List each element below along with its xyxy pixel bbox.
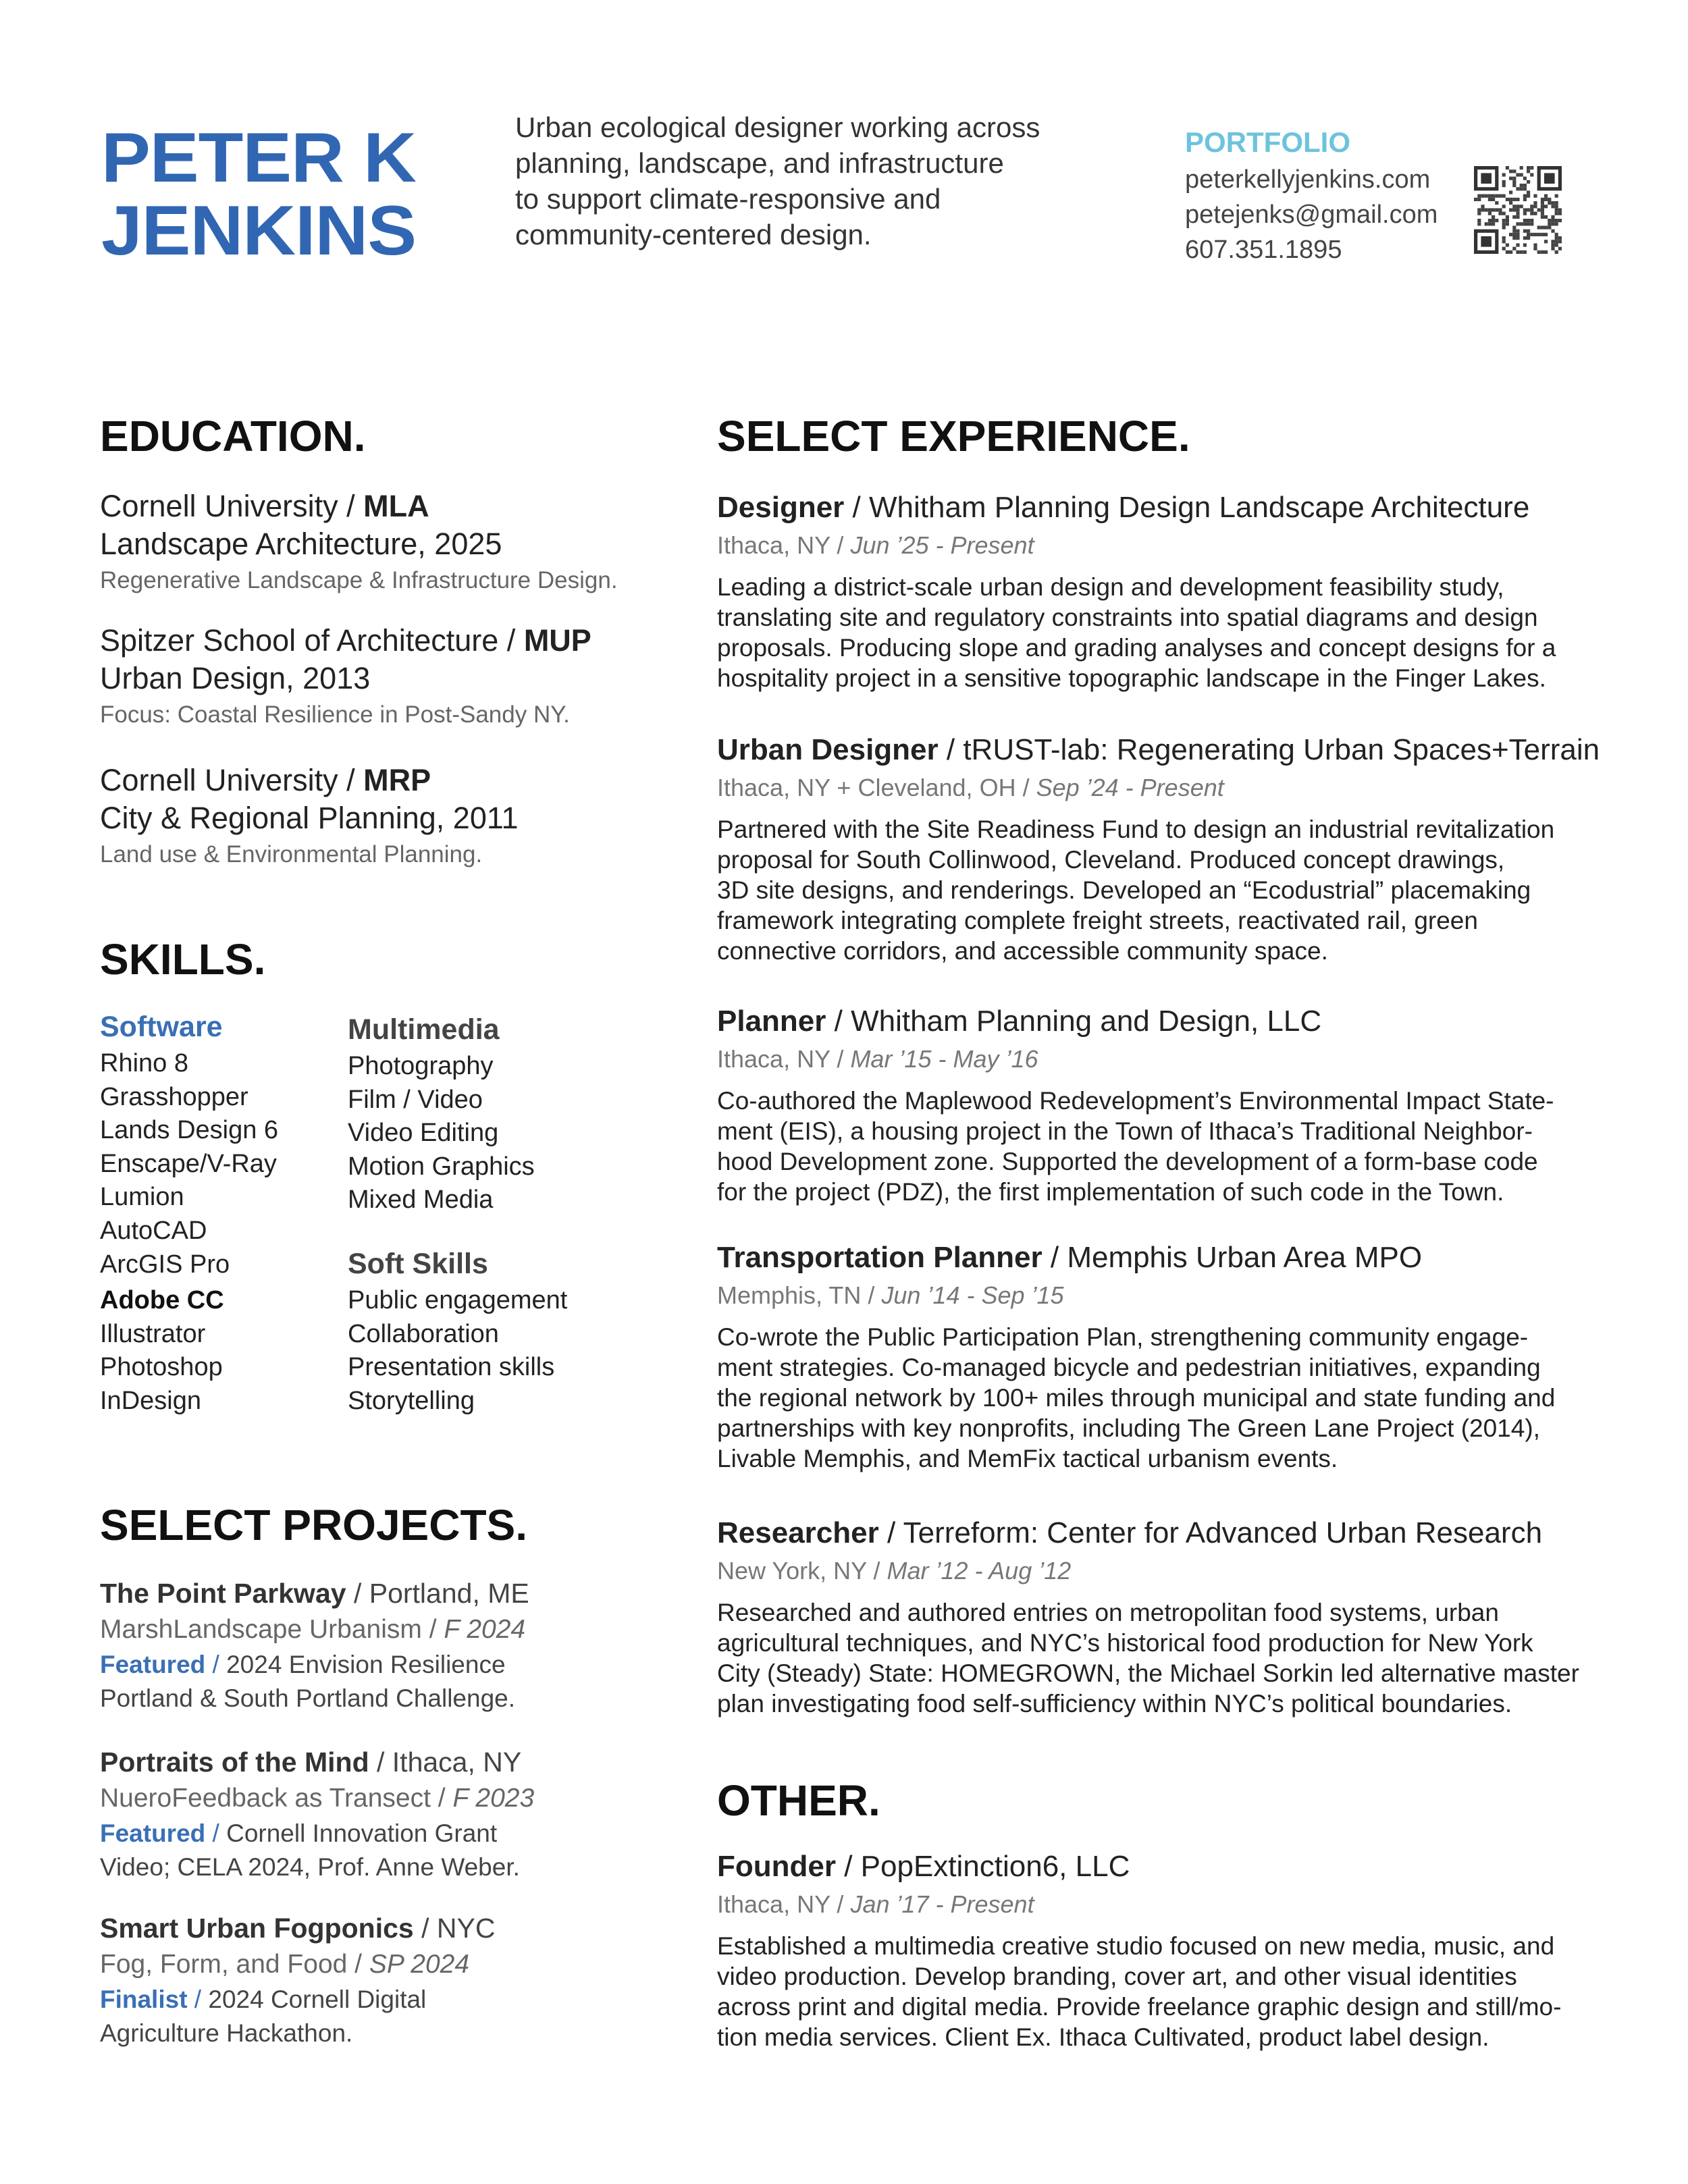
project-name: The Point Parkway (100, 1578, 346, 1609)
skill-item: InDesign (100, 1386, 201, 1415)
job-title (717, 1848, 1662, 1886)
job-dates: Jun ’14 - Sep ’15 (881, 1281, 1064, 1309)
degree: MLA (363, 489, 429, 523)
school-name: Cornell University / (100, 489, 364, 523)
tagline-line: community-centered design. (515, 219, 872, 250)
projects-heading: SELECT PROJECTS. (100, 1501, 527, 1549)
school-name: Spitzer School of Architecture / (100, 623, 524, 658)
job-title (717, 1239, 1662, 1277)
qr-code-icon[interactable] (1474, 166, 1562, 254)
education-item (100, 487, 618, 598)
project-title (100, 1575, 654, 1612)
skill-item: Film / Video (348, 1085, 483, 1114)
education-school (100, 622, 591, 660)
description-line: Leading a district-scale urban design and development feasibility study, (717, 573, 1504, 601)
award-label: Featured (100, 1819, 206, 1847)
skill-item: ArcGIS Pro (100, 1250, 230, 1279)
description-line: ment (EIS), a housing project in the Town of Ithaca’s Traditional Neighbor- (717, 1117, 1533, 1145)
skill-item: AutoCAD (100, 1216, 207, 1245)
description-line: for the project (PDZ), the first implementation of such code in the Town. (717, 1178, 1504, 1206)
award-label: Featured (100, 1651, 206, 1678)
education-note: Land use & Environmental Planning. (100, 841, 483, 868)
description-line: City (Steady) State: HOMEGROWN, the Michael Sorkin led alternative master (717, 1659, 1579, 1687)
skill-item: Collaboration (348, 1319, 499, 1348)
description-line: 3D site designs, and renderings. Developed an “Ecodustrial” placemaking (717, 876, 1531, 904)
description-line: translating site and regulatory constraints into spatial diagrams and design (717, 604, 1538, 631)
job-location: Ithaca, NY + Cleveland, OH / (717, 774, 1036, 801)
description-line: proposals. Producing slope and grading analyses and concept designs for a (717, 634, 1556, 662)
description-line: hood Development zone. Supported the development of a form-base code (717, 1148, 1538, 1175)
project-theme: NueroFeedback as Transect / (100, 1784, 453, 1813)
job-meta (717, 1552, 1662, 1590)
project-name: Smart Urban Fogponics (100, 1913, 414, 1944)
project-item (100, 1744, 654, 1884)
education-field: City & Regional Planning, 2011 (100, 801, 519, 835)
description-line: the regional network by 100+ miles through municipal and state funding and (717, 1384, 1556, 1412)
tagline-line: Urban ecological designer working across (515, 111, 1040, 143)
award-label: Finalist (100, 1986, 188, 2013)
adobe-title: Adobe CC (100, 1286, 224, 1315)
school-name: Cornell University / (100, 763, 364, 797)
description-line: connective corridors, and accessible community space. (717, 937, 1328, 965)
job-meta (717, 1277, 1662, 1314)
description-line: plan investigating food self-sufficiency within NYC’s political boundaries. (717, 1690, 1512, 1717)
project-place: / Ithaca, NY (369, 1747, 522, 1778)
degree: MUP (523, 623, 591, 658)
description-line: Partnered with the Site Readiness Fund to design an industrial revitalization (717, 816, 1555, 843)
skill-item: Photography (348, 1052, 494, 1080)
tagline-line: to support climate-responsive and (515, 183, 941, 215)
experience-item (717, 1003, 1662, 1207)
description-line: hospitality project in a sensitive topographic landscape in the Finger Lakes. (717, 664, 1546, 692)
project-subtitle (100, 1612, 654, 1648)
contact-info (1185, 123, 1438, 267)
education-item (100, 762, 519, 872)
job-description (717, 1597, 1662, 1719)
job-meta (717, 527, 1662, 564)
project-subtitle (100, 1946, 654, 1983)
description-line: Livable Memphis, and MemFix tactical urbanism events. (717, 1445, 1338, 1472)
description-line: ment strategies. Co-managed bicycle and pedestrian initiatives, expanding (717, 1354, 1541, 1381)
skill-item: Presentation skills (348, 1353, 555, 1382)
job-location: Ithaca, NY / (717, 531, 851, 559)
multimedia-list (348, 1050, 535, 1217)
project-name: Portraits of the Mind (100, 1747, 369, 1778)
project-award (100, 1817, 654, 1850)
website-link[interactable]: peterkellyjenkins.com (1185, 165, 1431, 194)
job-org: / tRUST-lab: Regenerating Urban Spaces+Terrain (938, 733, 1600, 766)
other-heading: OTHER. (717, 1776, 880, 1825)
award-slash: / (187, 1986, 202, 2013)
skill-item: Enscape/V-Ray (100, 1149, 277, 1178)
project-place: / Portland, ME (346, 1578, 529, 1609)
job-org: / Memphis Urban Area MPO (1042, 1241, 1423, 1274)
project-theme: Fog, Form, and Food / (100, 1950, 369, 1979)
job-dates: Sep ’24 - Present (1036, 774, 1224, 801)
job-description (717, 814, 1662, 966)
portfolio-label: PORTFOLIO (1185, 126, 1350, 158)
education-item (100, 622, 591, 733)
project-title (100, 1744, 654, 1780)
skill-item: Motion Graphics (348, 1152, 535, 1181)
project-term: SP 2024 (369, 1950, 470, 1979)
project-item (100, 1910, 654, 2050)
award-text: 2024 Cornell Digital (201, 1986, 427, 2013)
job-dates: Mar ’15 - May ’16 (850, 1045, 1038, 1073)
skill-item: Public engagement (348, 1286, 568, 1314)
job-title (717, 731, 1662, 769)
job-description (717, 1931, 1662, 2052)
skill-item: Photoshop (100, 1353, 223, 1382)
job-role: Planner (717, 1005, 826, 1038)
education-field: Urban Design, 2013 (100, 661, 371, 695)
job-description (717, 1086, 1662, 1207)
skill-item: Lands Design 6 (100, 1116, 279, 1145)
job-title (717, 1514, 1662, 1552)
soft-skills-list (348, 1284, 567, 1418)
education-school (100, 487, 618, 525)
education-note: Focus: Coastal Resilience in Post-Sandy NY. (100, 701, 570, 728)
job-location: Memphis, TN / (717, 1281, 882, 1309)
job-org: / Whitham Planning and Design, LLC (826, 1005, 1322, 1038)
multimedia-title: Multimedia (348, 1013, 500, 1046)
description-line: Co-authored the Maplewood Redevelopment’s Environmental Impact State- (717, 1087, 1554, 1115)
skill-item: Video Editing (348, 1119, 499, 1148)
software-title: Software (100, 1011, 223, 1043)
job-meta (717, 769, 1662, 807)
description-line: partnerships with key nonprofits, including The Green Lane Project (2014), (717, 1414, 1540, 1442)
job-dates: Mar ’12 - Aug ’12 (887, 1557, 1072, 1584)
education-field: Landscape Architecture, 2025 (100, 527, 502, 561)
job-meta (717, 1040, 1662, 1078)
education-heading: EDUCATION. (100, 412, 366, 460)
job-role: Researcher (717, 1516, 879, 1549)
award-text-cont: Video; CELA 2024, Prof. Anne Weber. (100, 1853, 520, 1881)
job-location: Ithaca, NY / (717, 1890, 851, 1918)
experience-item (717, 1239, 1662, 1474)
job-dates: Jun ’25 - Present (850, 531, 1034, 559)
job-role: Designer (717, 491, 845, 524)
job-role: Transportation Planner (717, 1241, 1043, 1274)
award-text-cont: Agriculture Hackathon. (100, 2019, 353, 2047)
job-title (717, 1003, 1662, 1040)
multimedia-skills (348, 1009, 535, 1217)
name-line-2: JENKINS (101, 192, 416, 270)
email-link[interactable]: petejenks@gmail.com (1185, 201, 1438, 229)
experience-heading: SELECT EXPERIENCE. (717, 412, 1190, 460)
degree: MRP (363, 763, 431, 797)
job-role: Urban Designer (717, 733, 939, 766)
experience-item (717, 1514, 1662, 1719)
job-title (717, 489, 1662, 527)
description-line: Established a multimedia creative studio focused on new media, music, and (717, 1932, 1555, 1960)
name-line-1: PETER K (101, 119, 416, 197)
project-subtitle (100, 1780, 654, 1817)
other-item (717, 1848, 1662, 2052)
tagline-line: planning, landscape, and infrastructure (515, 147, 1004, 179)
skill-item: Mixed Media (348, 1186, 494, 1215)
project-title (100, 1910, 654, 1946)
job-org: / Terreform: Center for Advanced Urban Research (878, 1516, 1543, 1549)
award-text: 2024 Envision Resilience (219, 1651, 506, 1678)
skill-item: Grasshopper (100, 1082, 248, 1111)
job-location: Ithaca, NY / (717, 1045, 851, 1073)
job-org: / PopExtinction6, LLC (835, 1850, 1130, 1883)
software-skills (100, 1007, 278, 1418)
award-text-cont: Portland & South Portland Challenge. (100, 1684, 516, 1712)
description-line: Researched and authored entries on metropolitan food systems, urban (717, 1599, 1499, 1626)
skill-item: Illustrator (100, 1319, 206, 1348)
award-slash: / (205, 1819, 219, 1847)
job-description (717, 1322, 1662, 1474)
education-note: Regenerative Landscape & Infrastructure Design. (100, 567, 618, 593)
tagline (515, 109, 1040, 252)
job-meta (717, 1886, 1662, 1923)
name (101, 119, 416, 270)
project-term: F 2023 (452, 1784, 535, 1813)
project-term: F 2024 (444, 1615, 526, 1644)
education-school (100, 762, 519, 799)
job-location: New York, NY / (717, 1557, 887, 1584)
project-award (100, 1983, 654, 2017)
description-line: framework integrating complete freight streets, reactivated rail, green (717, 907, 1478, 934)
skills-heading: SKILLS. (100, 935, 266, 984)
phone: 607.351.1895 (1185, 236, 1342, 264)
project-theme: MarshLandscape Urbanism / (100, 1615, 444, 1644)
job-org: / Whitham Planning Design Landscape Architecture (844, 491, 1530, 524)
soft-skills (348, 1244, 567, 1418)
soft-skills-title: Soft Skills (348, 1248, 488, 1280)
skill-item: Rhino 8 (100, 1049, 188, 1077)
project-item (100, 1575, 654, 1715)
project-award (100, 1648, 654, 1682)
skill-item: Lumion (100, 1183, 184, 1212)
experience-item (717, 731, 1662, 966)
skill-item: Storytelling (348, 1386, 475, 1415)
description-line: video production. Develop branding, cover art, and other visual identities (717, 1963, 1517, 1990)
job-role: Founder (717, 1850, 836, 1883)
experience-item (717, 489, 1662, 693)
job-description (717, 572, 1662, 693)
award-text: Cornell Innovation Grant (219, 1819, 498, 1847)
description-line: across print and digital media. Provide freelance graphic design and still/mo- (717, 1993, 1562, 2021)
job-dates: Jan ’17 - Present (850, 1890, 1034, 1918)
project-place: / NYC (413, 1913, 496, 1944)
software-list (100, 1047, 278, 1281)
award-slash: / (205, 1651, 219, 1678)
description-line: Co-wrote the Public Participation Plan, strengthening community engage- (717, 1323, 1529, 1351)
description-line: tion media services. Client Ex. Ithaca Cultivated, product label design. (717, 2023, 1489, 2051)
adobe-list (100, 1318, 278, 1418)
description-line: proposal for South Collinwood, Cleveland. Produced concept drawings, (717, 846, 1505, 874)
description-line: agricultural techniques, and NYC’s historical food production for New York (717, 1629, 1533, 1657)
